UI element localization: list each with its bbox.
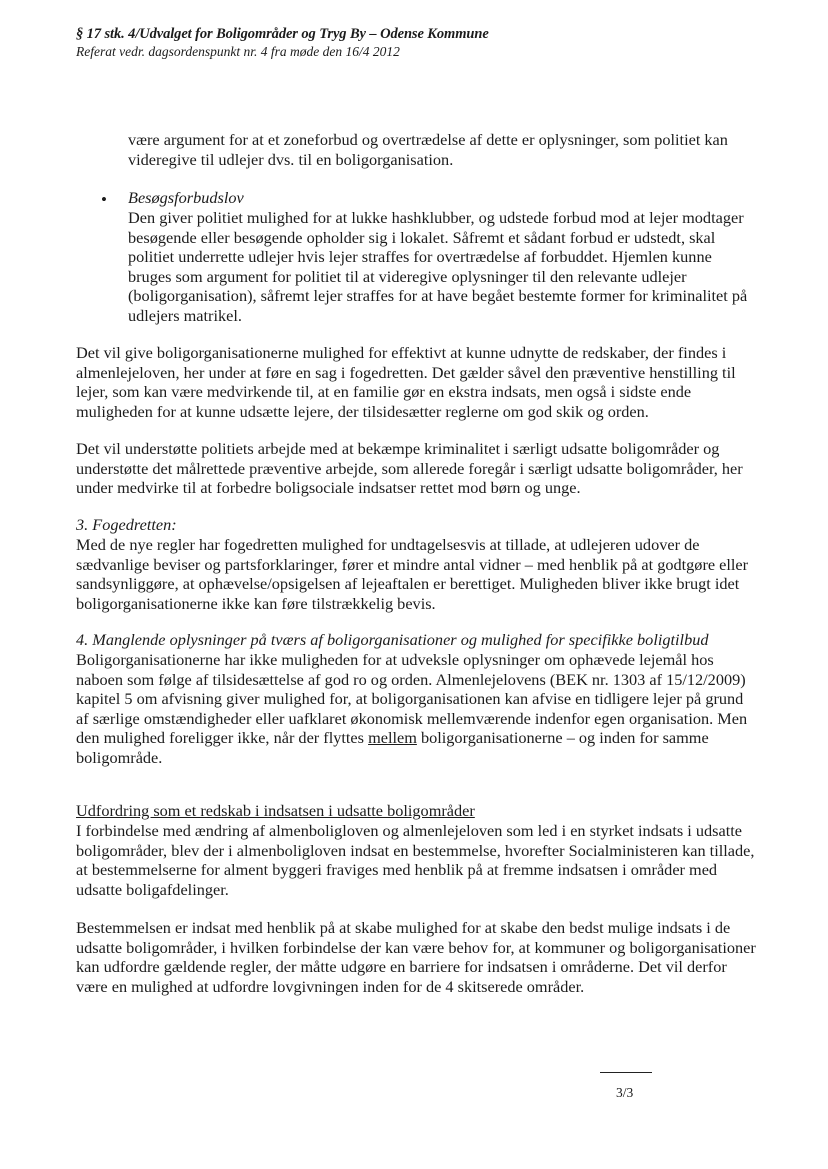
intro-paragraph: være argument for at et zoneforbud og overtrædelse af dette er oplysninger, som politiet kan videregive til udlejer dvs. til en boligorganisation. <box>128 130 728 169</box>
page-header <box>76 26 489 60</box>
section-4-text-part2: boligorganisationerne – og inden for samme boligområde. <box>76 728 709 767</box>
section-4-underlined-word: mellem <box>368 728 417 748</box>
paragraph-bestemmelsen: Bestemmelsen er indsat med henblik på at skabe mulighed for at skabe den bedst mulige indsats i de udsatte boligområder, i hvilken forbindelse der kan være behov for, at kommuner og boligorganisationer kan udfordre gældende regler, der måtte udgøre en barriere for indsatsen i områderne. Det vil derfor være en mulighed at udfordre lovgivningen inden for de 4 skitserede områder. <box>76 918 756 996</box>
challenge-text: I forbindelse med ændring af almenboligloven og almenlejeloven som led i en styrket indsats i udsatte boligområder, blev der i almenboligloven indsat en bestemmelse, hvorefter Socialministeren kan tillade, at bestemmelserne for alment byggeri fraviges med henblik på at fremme indsatsen i områder med udsatte boligafdelinger. <box>76 821 755 899</box>
paragraph-boligorganisation: Det vil give boligorganisationerne mulighed for effektivt at kunne udnytte de redskaber, der findes i almenlejeloven, her under at føre en sag i fogedretten. Det gælder såvel den præventive henstilling til lejer, som kan være medvirkende til, at en familie gør en ekstra indsats, men også i sidste ende muligheden for at kunne udsætte lejere, der tilsidesætter reglerne om god skik og orden. <box>76 343 736 421</box>
paragraph-politi: Det vil understøtte politiets arbejde med at bekæmpe kriminalitet i særligt udsatte boligområder og understøtte det målrettede præventive arbejde, som allerede foregår i særligt udsatte boligområder, her under medvirke til at forbedre boligsociale indsatser rettet mod børn og unge. <box>76 439 743 498</box>
section-4-text-part1: Boligorganisationerne har ikke muligheden for at udveksle oplysninger om ophævede lejemål hos naboen som følge af tilsidesættelse af god ro og orden. Almenlejelovens (BEK nr. 1303 af 15/12/2009) kapitel 5 om afvisning giver mulighed for, at boligorganisationen kan afvise en tidligere lejer på grund af særlige omstændigheder eller uafklaret økonomisk mellemværende indenfor egen organisation. Men den mulighed foreligger ikke, når der flyttes <box>76 650 748 748</box>
footer-divider <box>600 1072 652 1073</box>
challenge-heading: Udfordring som et redskab i indsatsen i udsatte boligområder <box>76 801 475 820</box>
page-number: 3/3 <box>616 1085 634 1100</box>
section-4-heading: 4. Manglende oplysninger på tværs af boligorganisationer og mulighed for specifikke boligtilbud <box>76 630 709 649</box>
bullet-text: Den giver politiet mulighed for at lukke hashklubber, og udstede forbud mod at lejer modtager besøgende eller besøgende opholder sig i lokalet. Såfremt et sådant forbud er udstedt, skal politiet underrette udlejer hvis lejer straffes for overtrædelse af forbuddet. Hjemlen kunne bruges som argument for politiet til at videregive oplysninger til den relevante udlejer (boligorganisation), såfremt lejer straffes for at have begået bestemte former for kriminalitet på udlejers matrikel. <box>128 208 748 325</box>
header-title: § 17 stk. 4/Udvalget for Boligområder og Tryg By – Odense Kommune <box>76 26 489 42</box>
bullet-marker: • <box>101 190 107 209</box>
section-3-heading: 3. Fogedretten: <box>76 515 177 534</box>
header-subtitle: Referat vedr. dagsordenspunkt nr. 4 fra møde den 16/4 2012 <box>76 44 400 59</box>
section-4-text <box>76 650 756 768</box>
section-3-text: Med de nye regler har fogedretten mulighed for undtagelsesvis at tillade, at udlejeren udover de sædvanlige beviser og partsforklaringer, fører et mindre antal vidner – med henblik på at godtgøre eller sandsynliggøre, at ophævelse/opsigelsen af lejeaftalen er berettiget. Muligheden bliver ikke brugt idet boligorganisationerne ikke kan føre tilstrækkelig bevis. <box>76 535 749 613</box>
bullet-title: Besøgsforbudslov <box>128 188 244 207</box>
